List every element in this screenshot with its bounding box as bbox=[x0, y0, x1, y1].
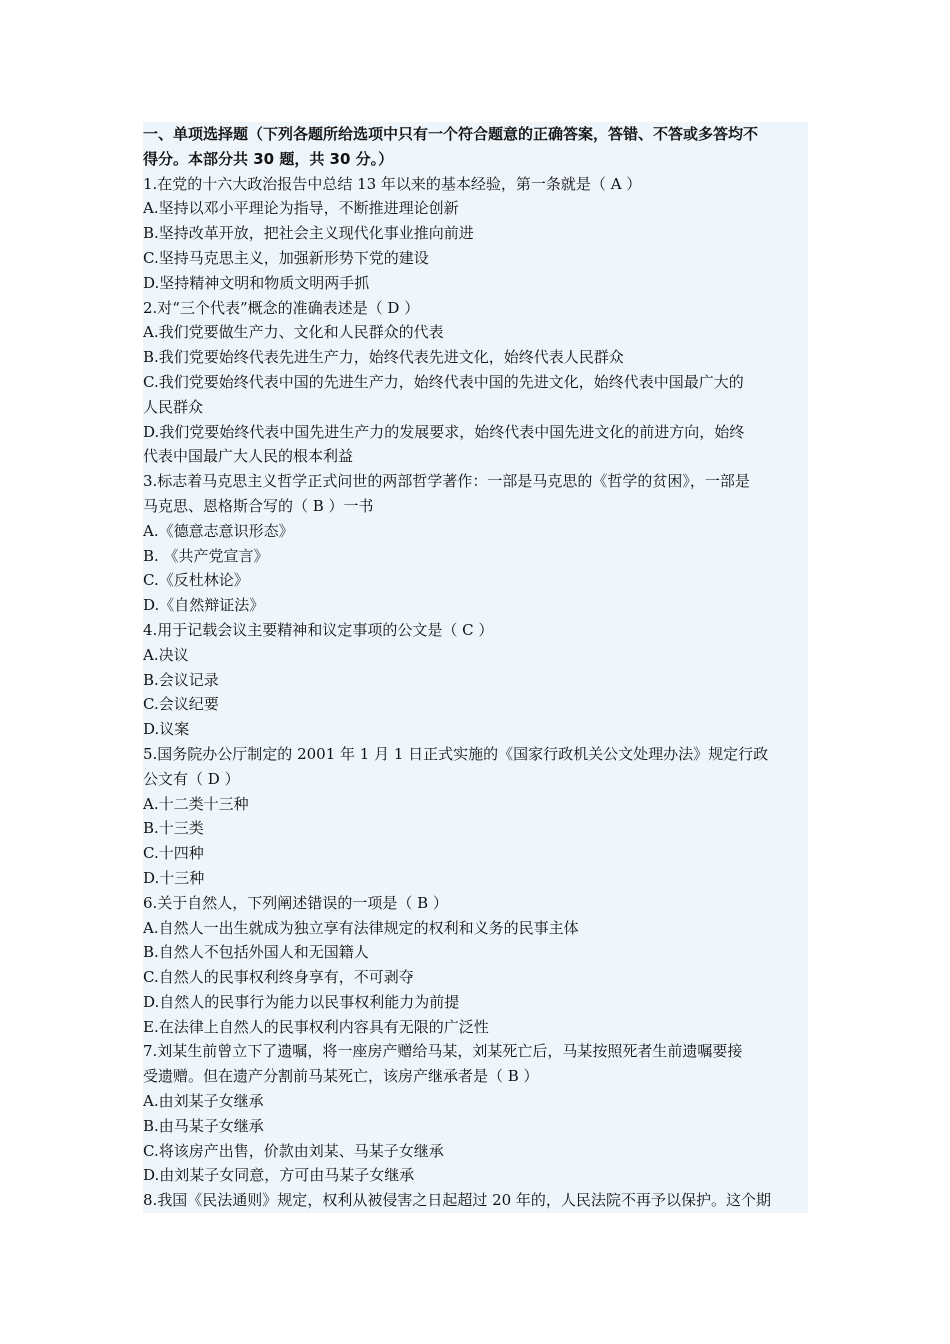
question-line-continued: 马克思、恩格斯合写的（ B ）一书 bbox=[143, 496, 374, 515]
option-line: B.我们党要始终代表先进生产力，始终代表先进文化，始终代表人民群众 bbox=[143, 348, 624, 367]
option-line: D.坚持精神文明和物质文明两手抓 bbox=[143, 273, 370, 292]
option-line: B.会议记录 bbox=[143, 670, 219, 689]
option-line: C.《反杜林论》 bbox=[143, 571, 249, 590]
option-line: C.将该房产出售，价款由刘某、马某子女继承 bbox=[143, 1141, 444, 1160]
option-line: D.由刘某子女同意，方可由马某子女继承 bbox=[143, 1166, 415, 1185]
option-line: A.《德意志意识形态》 bbox=[143, 521, 294, 540]
question-2: 2.对“三个代表”概念的准确表述是（ D ） bbox=[143, 298, 420, 317]
question-1: 1.在党的十六大政治报告中总结 13 年以来的基本经验，第一条就是（ A ） bbox=[143, 174, 642, 193]
question-6: 6.关于自然人，下列阐述错误的一项是（ B ） bbox=[143, 893, 448, 912]
option-line: D.十三种 bbox=[143, 868, 205, 887]
option-line: B. 《共产党宣言》 bbox=[143, 546, 269, 565]
option-line: B.自然人不包括外国人和无国籍人 bbox=[143, 943, 369, 962]
question-7: 7.刘某生前曾立下了遗嘱，将一座房产赠给马某，刘某死亡后，马某按照死者生前遗嘱要接 bbox=[143, 1042, 743, 1061]
option-line: A.由刘某子女继承 bbox=[143, 1092, 264, 1111]
question-line-continued: 受遗赠。但在遗产分割前马某死亡，该房产继承者是（ B ） bbox=[143, 1067, 539, 1086]
option-line: D.我们党要始终代表中国先进生产力的发展要求，始终代表中国先进文化的前进方向，始终 bbox=[143, 422, 745, 441]
option-line: A.决议 bbox=[143, 645, 189, 664]
section-heading-line-2: 得分。本部分共 30 题，共 30 分。） bbox=[143, 149, 394, 168]
option-line: E.在法律上自然人的民事权利内容具有无限的广泛性 bbox=[143, 1017, 489, 1036]
option-line: A.坚持以邓小平理论为指导，不断推进理论创新 bbox=[143, 199, 459, 218]
option-line: C.坚持马克思主义，加强新形势下党的建设 bbox=[143, 248, 429, 267]
question-3: 3.标志着马克思主义哲学正式问世的两部哲学著作：一部是马克思的《哲学的贫困》，一部是 bbox=[143, 472, 750, 491]
question-8: 8.我国《民法通则》规定，权利从被侵害之日起超过 20 年的，人民法院不再予以保护。这个期 bbox=[143, 1191, 771, 1210]
option-line: C.会议纪要 bbox=[143, 695, 219, 714]
option-line-continued: 代表中国最广大人民的根本利益 bbox=[143, 447, 354, 466]
option-line: A.十二类十三种 bbox=[143, 794, 249, 813]
question-5: 5.国务院办公厅制定的 2001 年 1 月 1 日正式实施的《国家行政机关公文处理办法》规定行政 bbox=[143, 744, 769, 763]
document-page bbox=[143, 122, 808, 1213]
option-line: D.自然人的民事行为能力以民事权利能力为前提 bbox=[143, 992, 460, 1011]
section-heading-line-1: 一、单项选择题（下列各题所给选项中只有一个符合题意的正确答案，答错、不答或多答均不 bbox=[143, 125, 759, 143]
option-line: C.自然人的民事权利终身享有，不可剥夺 bbox=[143, 968, 414, 987]
option-line: B.由马某子女继承 bbox=[143, 1116, 264, 1135]
option-line: B.坚持改革开放，把社会主义现代化事业推向前进 bbox=[143, 224, 474, 243]
option-line: C.十四种 bbox=[143, 844, 204, 863]
option-line: A.自然人一出生就成为独立享有法律规定的权利和义务的民事主体 bbox=[143, 918, 579, 937]
option-line-continued: 人民群众 bbox=[143, 397, 204, 416]
question-4: 4.用于记载会议主要精神和议定事项的公文是（ C ） bbox=[143, 620, 494, 639]
option-line: B.十三类 bbox=[143, 819, 204, 838]
option-line: D.议案 bbox=[143, 720, 190, 739]
question-line-continued: 公文有（ D ） bbox=[143, 769, 240, 788]
option-line: A.我们党要做生产力、文化和人民群众的代表 bbox=[143, 323, 444, 342]
option-line: D.《自然辩证法》 bbox=[143, 596, 265, 615]
option-line: C.我们党要始终代表中国的先进生产力，始终代表中国的先进文化，始终代表中国最广大的 bbox=[143, 372, 744, 391]
